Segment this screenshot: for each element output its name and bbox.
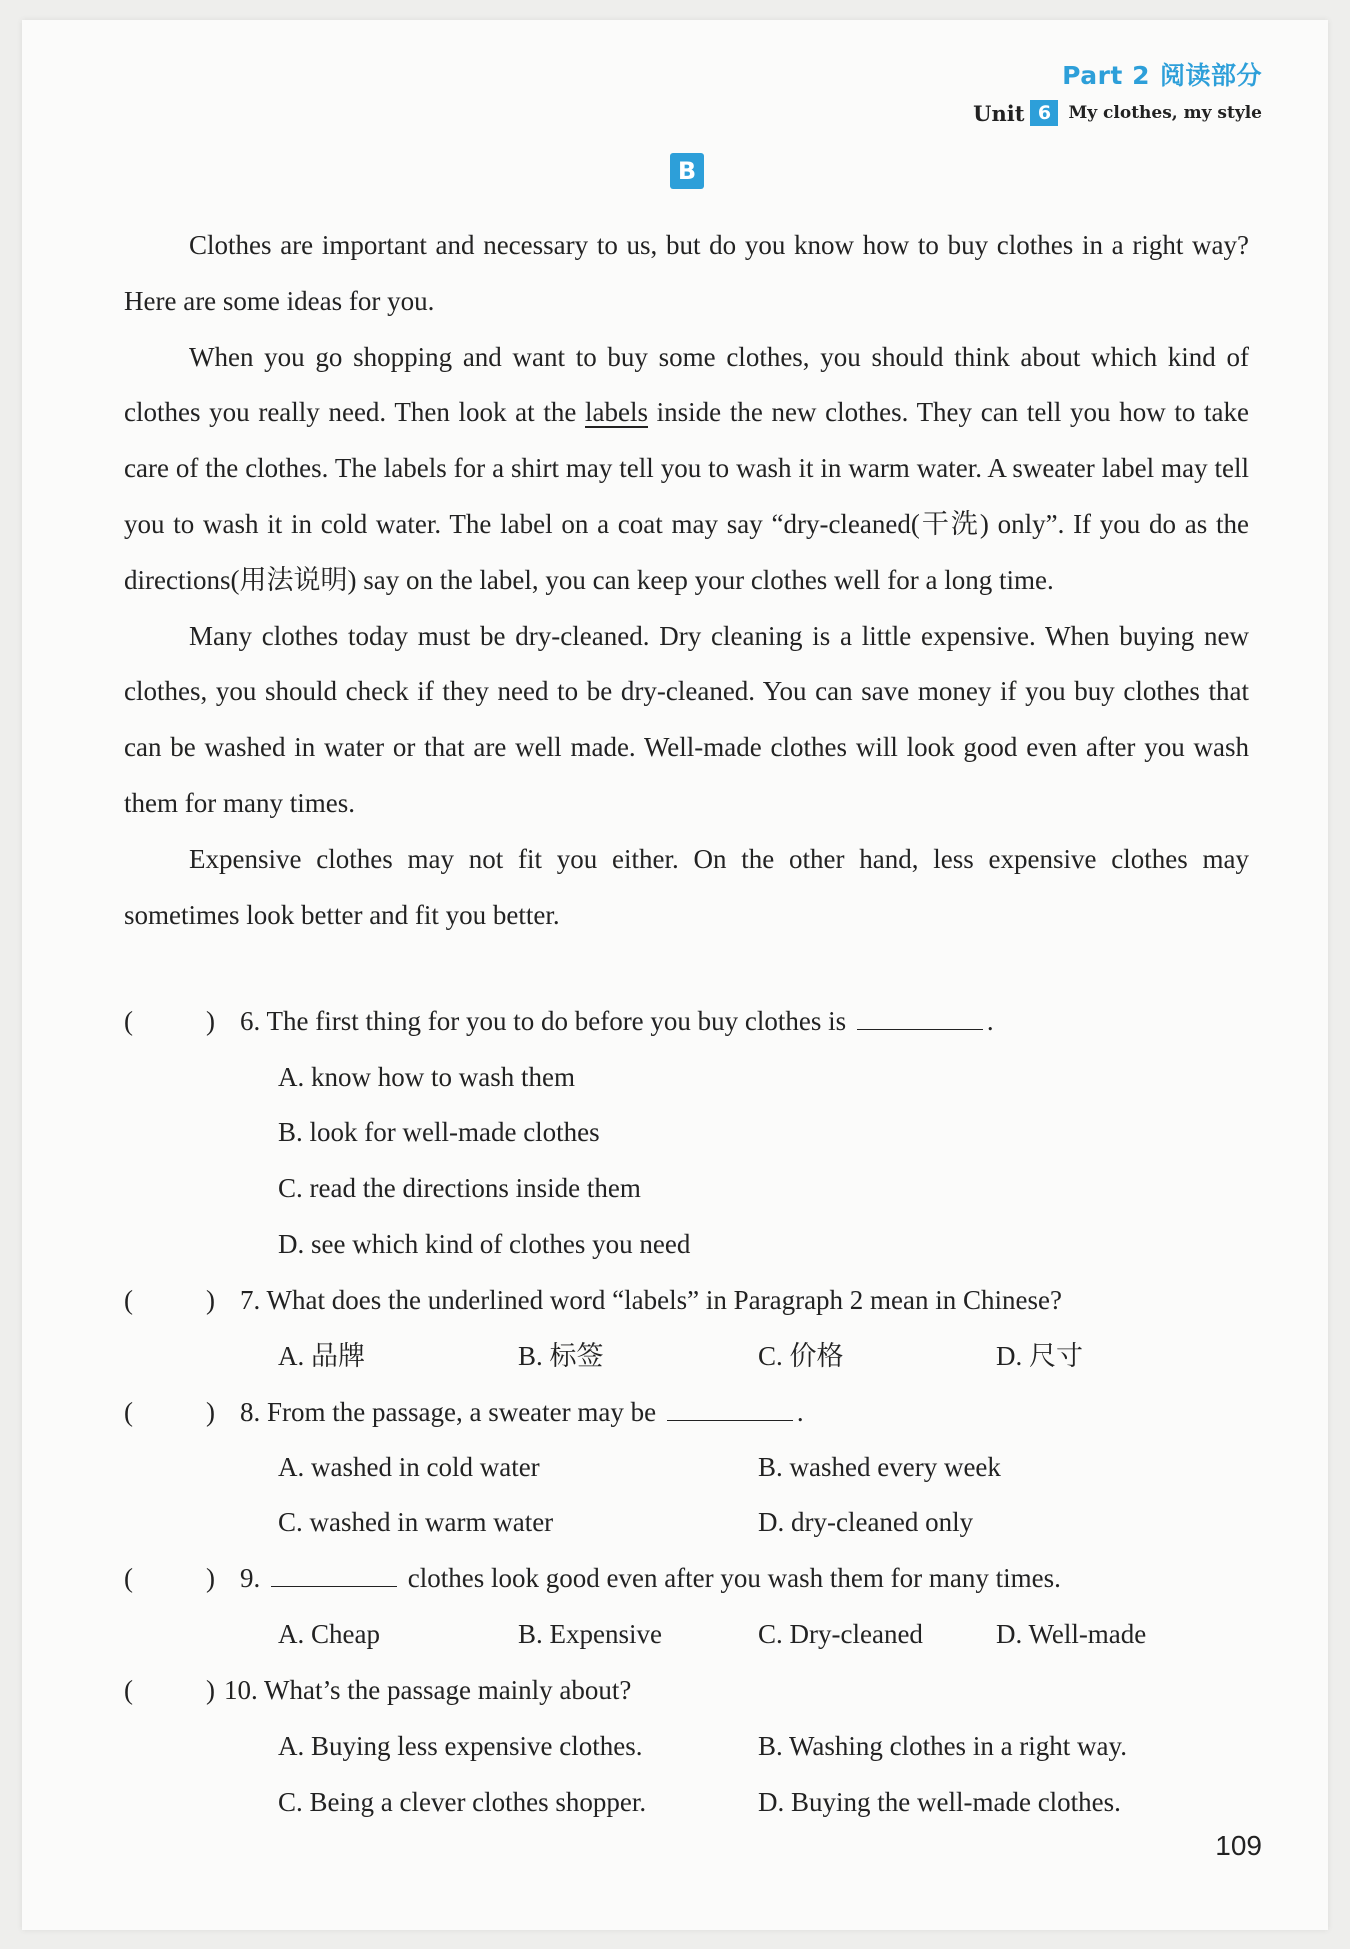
header-part (1062, 56, 1262, 92)
paragraph-1: Clothes are important and necessary to us, but do you know how to buy clothes in a right way? Here are some ideas for you. (124, 230, 1249, 316)
part-label: Part 2 (1062, 61, 1150, 90)
answer-paren-open: ( (124, 1563, 133, 1593)
option-9b: B. Expensive (518, 1619, 662, 1649)
unit-number-badge: 6 (1030, 100, 1058, 126)
question-stem: 6. The first thing for you to do before you buy clothes is . (240, 1006, 994, 1036)
option-8c: C. washed in warm water (278, 1507, 554, 1537)
reading-passage (124, 218, 1249, 943)
question-stem: 9. clothes look good even after you wash them for many times. (240, 1563, 1061, 1593)
paragraph-4: Expensive clothes may not fit you either. On the other hand, less expensive clothes may sometimes look better and fit you better. (124, 843, 1249, 930)
answer-paren-open: ( (124, 1397, 133, 1427)
option-8d: D. dry-cleaned only (758, 1507, 974, 1537)
answer-blank (271, 1564, 397, 1587)
option-8a: A. washed in cold water (278, 1452, 540, 1482)
answer-paren-close: ) (206, 1006, 215, 1036)
section-badge: B (670, 153, 704, 189)
paragraph-3: Many clothes today must be dry-cleaned. Dry cleaning is a little expensive. When buying new clothes, you should check if they need to be dry-cleaned. You can save money if you buy clothes that can be washed in water or that are well made. Well-made clothes will look good even after you wash them for many times. (124, 620, 1249, 818)
option-10d: D. Buying the well-made clothes. (758, 1787, 1121, 1817)
option-10a: A. Buying less expensive clothes. (278, 1731, 643, 1761)
underlined-word-labels: labels (585, 397, 648, 428)
unit-title: My clothes, my style (1068, 103, 1262, 123)
answer-paren-close: ) (206, 1675, 215, 1705)
question-stem: 7. What does the underlined word “labels” in Paragraph 2 mean in Chinese? (240, 1285, 1062, 1315)
answer-paren-close: ) (206, 1285, 215, 1315)
option-7c: C. 价格 (758, 1341, 844, 1371)
option-6d: D. see which kind of clothes you need (278, 1229, 691, 1259)
answer-blank (857, 1007, 983, 1030)
answer-blank (667, 1398, 793, 1421)
option-9d: D. Well-made (996, 1619, 1147, 1649)
paragraph-2: When you go shopping and want to buy some clothes, you should think about which kind of clothes you really need. Then look at the labels inside the new clothes. They can tell you how to take care of the clothes. The labels for a shirt may tell you to wash it in warm water. A sweater label may tell you to wash it in cold water. The label on a coat may say “dry-cleaned(干洗) only”. If you do as the directions(用法说明) say on the label, you can keep your clothes well for a long time. (124, 341, 1250, 595)
option-6a: A. know how to wash them (278, 1062, 575, 1092)
part-label-zh: 阅读部分 (1159, 61, 1262, 90)
unit-label: Unit (973, 100, 1025, 126)
option-7a: A. 品牌 (278, 1341, 365, 1371)
option-7b: B. 标签 (518, 1341, 604, 1371)
answer-paren-close: ) (206, 1397, 215, 1427)
header-unit (973, 100, 1262, 126)
question-stem: 10. What’s the passage mainly about? (224, 1675, 632, 1705)
question-stem: 8. From the passage, a sweater may be . (240, 1397, 804, 1427)
option-6b: B. look for well-made clothes (278, 1117, 600, 1147)
answer-paren-open: ( (124, 1006, 133, 1036)
option-8b: B. washed every week (758, 1452, 1001, 1482)
page-number: 109 (1215, 1830, 1262, 1861)
option-6c: C. read the directions inside them (278, 1173, 641, 1203)
option-10c: C. Being a clever clothes shopper. (278, 1787, 647, 1817)
option-7d: D. 尺寸 (996, 1341, 1083, 1371)
option-9a: A. Cheap (278, 1619, 380, 1649)
option-9c: C. Dry-cleaned (758, 1619, 923, 1649)
answer-paren-open: ( (124, 1285, 133, 1315)
answer-paren-open: ( (124, 1675, 133, 1705)
answer-paren-close: ) (206, 1563, 215, 1593)
option-10b: B. Washing clothes in a right way. (758, 1731, 1128, 1761)
